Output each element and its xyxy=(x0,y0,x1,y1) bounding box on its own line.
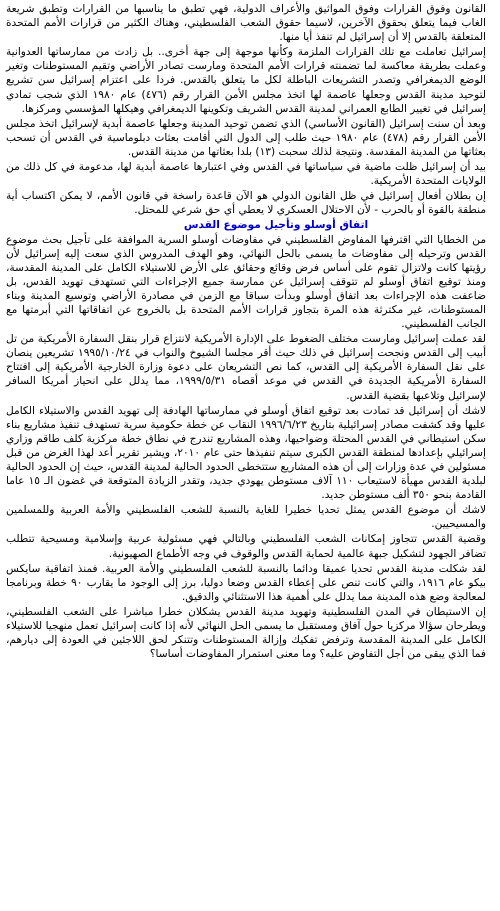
paragraph-historical-plans: لقد شكلت مدينة القدس تحديا عميقا ودائما بالنسبة للشعب الفلسطيني والأمة العربية. فمنذ اتفاقية سايكس بيكو عام ١٩١٦، والتي كانت تنص على إعطاء القدس وضعا دوليا، برز إلى الوجود ما يقارب ٩٠ خطة وبرنامجا لمعالجة وضع هذه المدينة مما يدلل على أهمية هذا الاستثنائي والدقيق. xyxy=(6,562,487,603)
paragraph-basic-law: وبعد أن سنت إسرائيل (القانون الأساسي) الذي تضمن توحيد المدينة وجعلها عاصمة أبدية لإسرائيل اتخذ مجلس الأمن القرار رقم (٤٧٨) عام ١٩٨٠ حيث طلب إلى الدول التي أقامت بعثات دبلوماسية في القدس أن تسحب بعثاتها من المدينة المقدسة. ونتيجة لذلك سحبت (١٣) بلدا بعثاتها من مدينة القدس. xyxy=(6,117,486,158)
paragraph-settlement-plan: لاشك أن إسرائيل قد تمادت بعد توقيع اتفاق أوسلو في ممارساتها الهادفة إلى تهويد القدس والاستيلاء الكامل عليها وقد كشفت مصادر إسرائيلية بتاريخ ١٩٩٦/٦/٢٣ النقاب عن خطة حكومية سرية تستهدف تنفيذ مشاريع بناء سكن استيطاني في القدس المحتلة وضواحيها، وهذه المشاريع تندرج في نطاق خطة مركزية كلف طاقم وزاري إسرائيلي بإعدادها لمنطقة القدس الكبرى سيتم تنفيذها حتى عام ٢٠١٠، ويشير تقرير أعد لهذا الغرض من قبل مسئولين في عدة وزارات إلى أن هذه المشاريع ستتخطى الحدود الحالية لمدينة القدس، حيث إن الحدود الحالية لبلدية القدس مهيأة لاستيعاب ١١٠ آلاف مستوطن يهودي جديد، وتقدر الزيادة المتوقعة في غضون الـ ١٥ عاما القادمة بنحو ٣٥٠ ألف مستوطن جديد. xyxy=(6,404,486,502)
paragraph-intro: القانون وفوق القرارات وفوق المواثيق والأعراف الدولية، فهي تطبق ما يناسبها من القرارات وتطبق شريعة الغاب فيما يتعلق بحقوق الآخرين، لاسيما حقوق الشعب الفلسطيني، وهناك الكثير من قرارات الأمم المتحدة المتعلقة بالقدس إلا أن إسرائيل لم تنفذ أيا منها. xyxy=(6,3,486,44)
section-heading-oslo: اتفاق أوسلو وتأجيل موضوع القدس xyxy=(183,219,369,232)
paragraph-us-support: بيد أن إسرائيل ظلت ماضية في سياساتها في القدس وفي اعتبارها عاصمة أبدية لها، مدعومة في كل ذلك من الولايات المتحدة الأمريكية. xyxy=(6,161,486,188)
paragraph-settlement-danger: إن الاستيطان في المدن الفلسطينية وتهويد مدينة القدس يشكلان خطرا مباشرا على الشعب الفلسطيني، ويطرحان سؤالا مركزيا حول آفاق ومستقبل ما يسمى الحل النهائي لأنه إذا كانت إسرائيل تعمل منهجيا للاستيلاء الكامل على المدينة المقدسة وترفض تفكيك وإزالة المستوطنات وتتنكر لحق اللاجئين في العودة إلى ديارهم، فما الذي يبقى من أجل التفاوض عليه؟ وما معنى استمرار المفاوضات أساسا؟ xyxy=(6,605,486,661)
paragraph-embassy-transfer: لقد عملت إسرائيل ومارست مختلف الضغوط على الإدارة الأمريكية لانتزاع قرار بنقل السفارة الأمريكية من تل أبيب إلى القدس ونجحت إسرائيل في ذلك حيث أقر مجلسا الشيوخ والنواب في ١٩٩٥/١٠/٢٤ تشريعين ينصان على نقل السفارة الأمريكية إلى القدس، كما نص التشريعان على دعوة وزارة الخارجية الأمريكية إلى افتتاح السفارة الأمريكية الجديدة في القدس في موعد أقصاه ١٩٩٩/٥/٣١، مما يدلل على انحياز أمريكا السافر لإسرائيل وتلاعبها بقضية القدس. xyxy=(6,333,487,402)
paragraph-responsibility: وقضية القدس تتجاوز إمكانات الشعب الفلسطيني وبالتالي فهي مسئولية عربية وإسلامية ومسيحية تتطلب تضافر الجهود لتشكيل جبهة عالمية لحماية القدس والوقوف في وجه الأطماع الصهيونية. xyxy=(6,533,486,560)
paragraph-international-law: إن بطلان أفعال إسرائيل في ظل القانون الدولي هو الآن قاعدة راسخة في قانون الأمم، لا يمكن اكتساب أية منطقة بالقوة أو بالحرب - لأن الاحتلال العسكري لا يعطي أي حق شرعي للمحتل. xyxy=(6,190,486,217)
paragraph-challenge: لاشك أن موضوع القدس يمثل تحديا خطيرا للغاية بالنسبة للشعب الفلسطيني والأمة العربية وللمسلمين والمسيحيين. xyxy=(6,504,486,531)
paragraph-israel-resolutions: إسرائيل تعاملت مع تلك القرارات الملزمة وكأنها موجهة إلى جهة أخرى.. بل زادت من ممارساتها العدوانية وعملت بطريقة معاكسة لما تضمنته قرارات الأمم المتحدة ومارست تصادر الأراضي وتقيم المستوطنات وتغير الوضع الديمغرافي وتصدر التشريعات الباطلة لكل ما يتعلق بالقدس. فردا على اعتزام إسرائيل سن تشريع لتوحيد مدينة القدس وجعلها عاصمة لها اتخذ مجلس الأمن القرار رقم (٤٧٦) عام ١٩٨٠ الذي شجب تمادي إسرائيل في تغيير الطابع العمراني لمدينة القدس الشريف وتكوينها الديمغرافي وهيكلها المؤسسي ومركزها. xyxy=(6,46,486,115)
paragraph-oslo-postponement: من الخطايا التي اقترفها المفاوض الفلسطيني في مفاوضات أوسلو السرية الموافقة على تأجيل بحث موضوع القدس وترحيله إلى مفاوضات ما يسمى بالحل النهائي، وهو الهدف المدروس الذي سعت إليه إسرائيل لأن رؤيتها كانت ولاتزال تقوم على أساس فرض وقائع وحقائق على الأرض للاستيلاء الكامل على المدينة المقدسة، ومنذ توقيع اتفاق أوسلو لم تتوقف إسرائيل عن ممارسة جميع الإجراءات التي تستهدف تهويد القدس، بل ضاعفت هذه الإجراءات بعد اتفاق أوسلو وبدأت سباقا مع الزمن في مصادرة الأراضي وتوسيع المدينة وبناء المستوطنات، غير مكترثة هذه المرة بتجاوز قرارات الأمم المتحدة بل بالخروج عن اتفاقاتها التي أبرمتها مع الجانب الفلسطيني. xyxy=(6,233,486,331)
